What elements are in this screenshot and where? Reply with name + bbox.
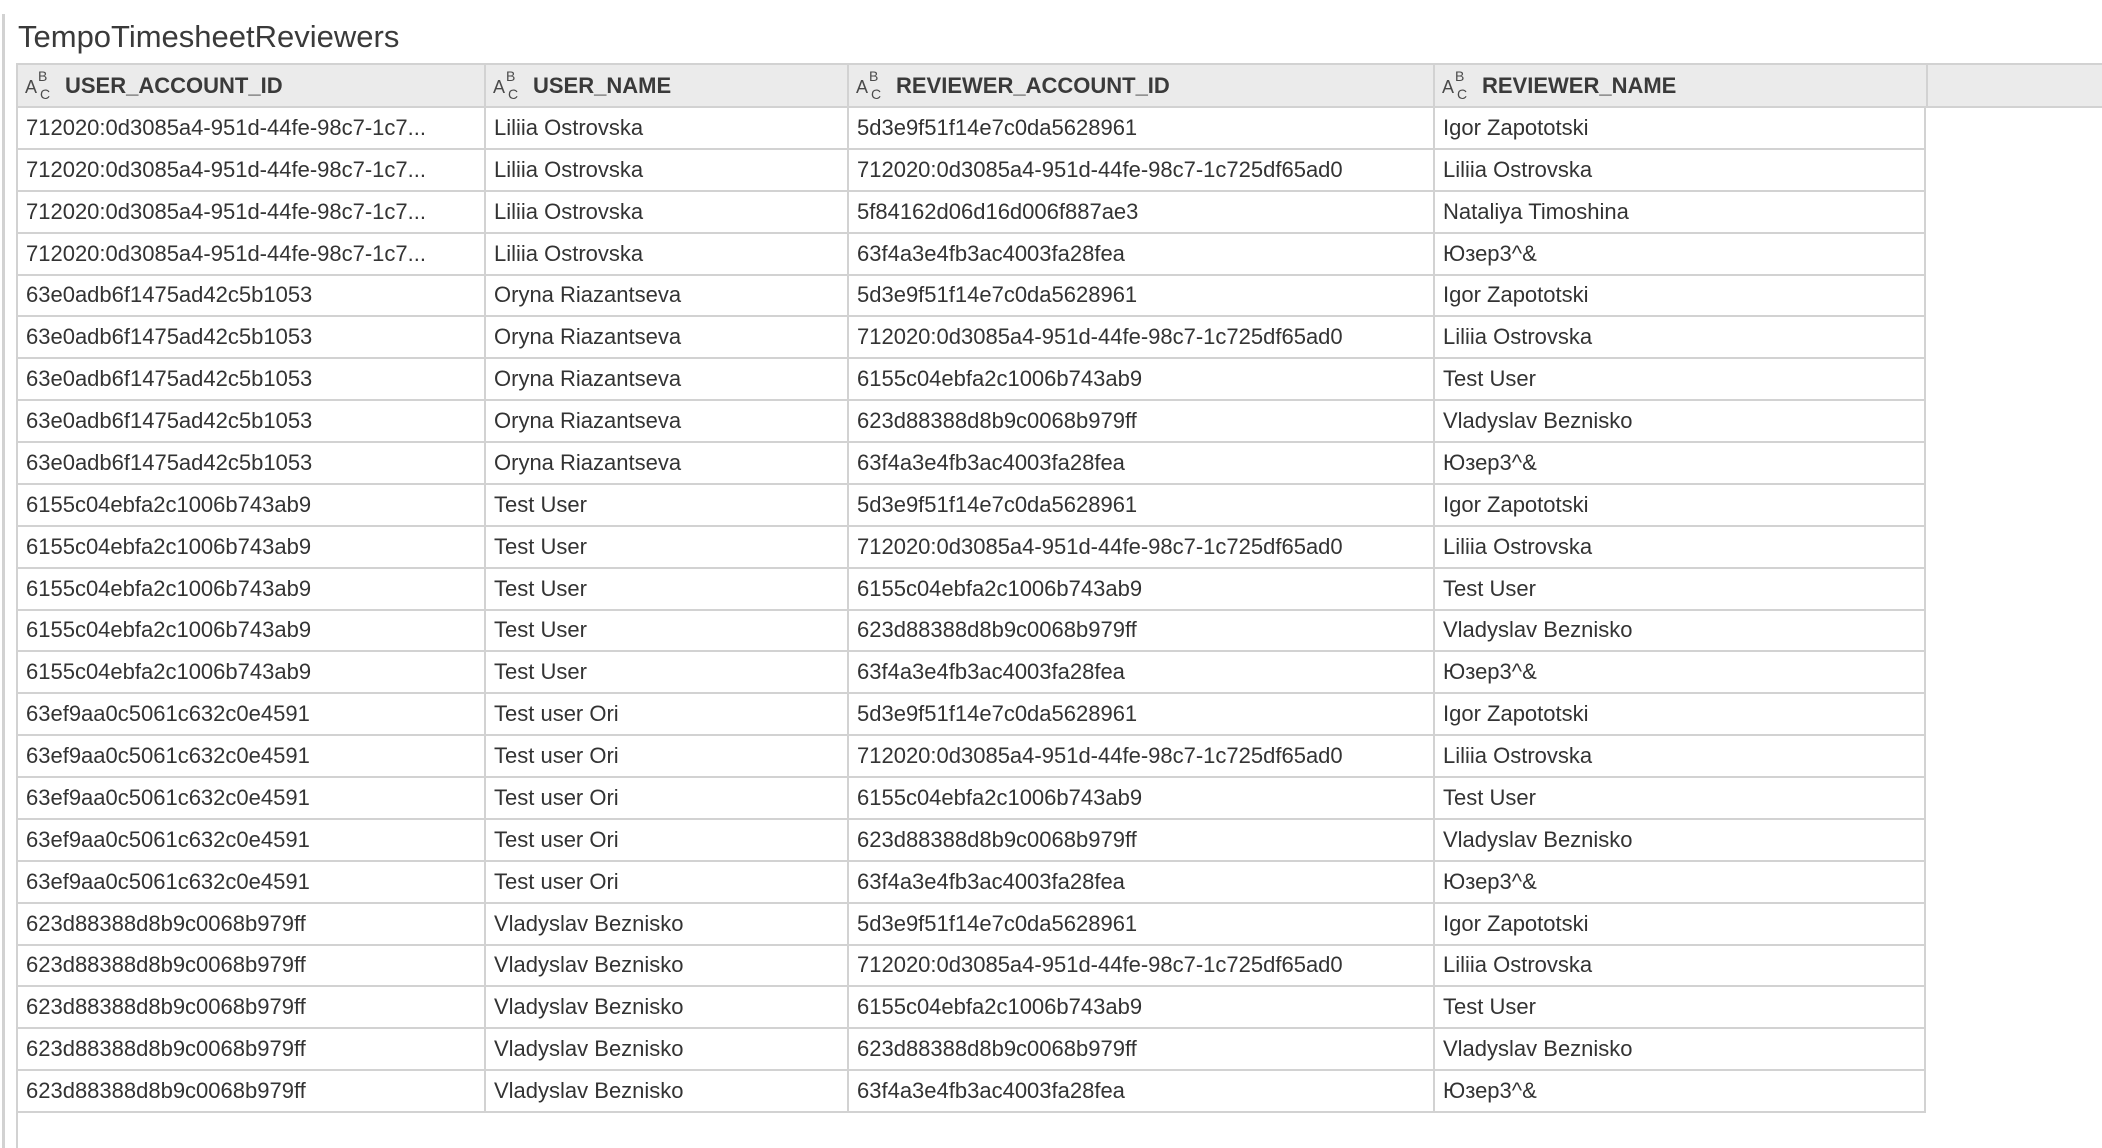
table-row (16, 317, 1926, 359)
data-grid (16, 63, 2102, 1113)
cell-reviewer-name[interactable]: Test User (1433, 569, 1926, 609)
text-type-abc-icon: A B C (25, 67, 51, 102)
table-row (16, 1071, 1926, 1113)
cell-user-name[interactable]: Test user Ori (484, 778, 847, 818)
pane-divider (2, 14, 5, 1148)
text-type-abc-icon: A B C (493, 67, 519, 102)
cell-user-name[interactable]: Vladyslav Beznisko (484, 987, 847, 1027)
cell-user-name[interactable]: Test user Ori (484, 862, 847, 902)
cell-reviewer-name[interactable]: Юзер3^& (1433, 1071, 1926, 1111)
cell-user-name[interactable]: Test user Ori (484, 736, 847, 776)
column-header-label: REVIEWER_ACCOUNT_ID (896, 72, 1170, 98)
table-row (16, 108, 1926, 150)
cell-reviewer-name[interactable]: Igor Zapototski (1433, 694, 1926, 734)
cell-user-name[interactable]: Vladyslav Beznisko (484, 1071, 847, 1111)
cell-reviewer-account-id[interactable]: 6155c04ebfa2c1006b743ab9 (847, 778, 1433, 818)
cell-reviewer-account-id[interactable]: 63f4a3e4fb3ac4003fa28fea (847, 652, 1433, 692)
cell-reviewer-account-id[interactable]: 63f4a3e4fb3ac4003fa28fea (847, 443, 1433, 483)
table-row (16, 778, 1926, 820)
table-row (16, 694, 1926, 736)
cell-reviewer-name[interactable]: Vladyslav Beznisko (1433, 401, 1926, 441)
cell-reviewer-account-id[interactable]: 6155c04ebfa2c1006b743ab9 (847, 359, 1433, 399)
column-header-user-account-id[interactable] (16, 65, 484, 106)
cell-user-name[interactable]: Vladyslav Beznisko (484, 904, 847, 944)
cell-user-account-id[interactable]: 623d88388d8b9c0068b979ff (16, 987, 484, 1027)
cell-reviewer-name[interactable]: Liliia Ostrovska (1433, 946, 1926, 986)
cell-reviewer-name[interactable]: Test User (1433, 359, 1926, 399)
column-header-user-name[interactable] (484, 65, 847, 106)
cell-user-account-id[interactable]: 623d88388d8b9c0068b979ff (16, 1029, 484, 1069)
cell-user-name[interactable]: Test User (484, 569, 847, 609)
cell-user-account-id[interactable]: 623d88388d8b9c0068b979ff (16, 1071, 484, 1111)
column-header-label: REVIEWER_NAME (1482, 72, 1677, 98)
cell-user-name[interactable]: Liliia Ostrovska (484, 108, 847, 148)
cell-reviewer-name[interactable]: Юзер3^& (1433, 652, 1926, 692)
cell-reviewer-name[interactable]: Liliia Ostrovska (1433, 317, 1926, 357)
grid-body (16, 108, 1926, 1113)
cell-user-account-id[interactable]: 6155c04ebfa2c1006b743ab9 (16, 611, 484, 651)
cell-user-name[interactable]: Test User (484, 652, 847, 692)
cell-user-name[interactable]: Liliia Ostrovska (484, 150, 847, 190)
cell-reviewer-account-id[interactable]: 6155c04ebfa2c1006b743ab9 (847, 987, 1433, 1027)
cell-reviewer-name[interactable]: Vladyslav Beznisko (1433, 820, 1926, 860)
cell-reviewer-account-id[interactable]: 5f84162d06d16d006f887ae3 (847, 192, 1433, 232)
cell-user-name[interactable]: Oryna Riazantseva (484, 317, 847, 357)
cell-reviewer-account-id[interactable]: 63f4a3e4fb3ac4003fa28fea (847, 1071, 1433, 1111)
cell-reviewer-name[interactable]: Юзер3^& (1433, 443, 1926, 483)
cell-user-account-id[interactable]: 712020:0d3085a4-951d-44fe-98c7-1c7... (16, 192, 484, 232)
cell-reviewer-account-id[interactable]: 5d3e9f51f14e7c0da5628961 (847, 904, 1433, 944)
cell-user-name[interactable]: Liliia Ostrovska (484, 192, 847, 232)
cell-user-account-id[interactable]: 63e0adb6f1475ad42c5b1053 (16, 317, 484, 357)
cell-reviewer-name[interactable]: Юзер3^& (1433, 234, 1926, 274)
cell-user-name[interactable]: Test User (484, 611, 847, 651)
column-header-reviewer-account-id[interactable] (847, 65, 1433, 106)
cell-reviewer-account-id[interactable]: 623d88388d8b9c0068b979ff (847, 611, 1433, 651)
cell-reviewer-account-id[interactable]: 712020:0d3085a4-951d-44fe-98c7-1c725df65ad0 (847, 527, 1433, 567)
table-row (16, 401, 1926, 443)
cell-user-name[interactable]: Vladyslav Beznisko (484, 1029, 847, 1069)
cell-reviewer-name[interactable]: Vladyslav Beznisko (1433, 1029, 1926, 1069)
table-row (16, 485, 1926, 527)
cell-user-name[interactable]: Oryna Riazantseva (484, 276, 847, 316)
cell-reviewer-name[interactable]: Liliia Ostrovska (1433, 150, 1926, 190)
cell-user-account-id[interactable]: 6155c04ebfa2c1006b743ab9 (16, 569, 484, 609)
table-row (16, 192, 1926, 234)
cell-reviewer-account-id[interactable]: 712020:0d3085a4-951d-44fe-98c7-1c725df65ad0 (847, 946, 1433, 986)
cell-reviewer-account-id[interactable]: 63f4a3e4fb3ac4003fa28fea (847, 234, 1433, 274)
cell-reviewer-account-id[interactable]: 5d3e9f51f14e7c0da5628961 (847, 108, 1433, 148)
cell-user-name[interactable]: Vladyslav Beznisko (484, 946, 847, 986)
cell-reviewer-account-id[interactable]: 6155c04ebfa2c1006b743ab9 (847, 569, 1433, 609)
cell-user-account-id[interactable]: 63ef9aa0c5061c632c0e4591 (16, 736, 484, 776)
cell-user-account-id[interactable]: 63ef9aa0c5061c632c0e4591 (16, 778, 484, 818)
cell-user-account-id[interactable]: 63e0adb6f1475ad42c5b1053 (16, 443, 484, 483)
cell-user-account-id[interactable]: 63ef9aa0c5061c632c0e4591 (16, 820, 484, 860)
cell-user-name[interactable]: Oryna Riazantseva (484, 401, 847, 441)
table-row (16, 987, 1926, 1029)
table-row (16, 862, 1926, 904)
cell-reviewer-name[interactable]: Igor Zapototski (1433, 904, 1926, 944)
cell-reviewer-account-id[interactable]: 63f4a3e4fb3ac4003fa28fea (847, 862, 1433, 902)
cell-reviewer-account-id[interactable]: 623d88388d8b9c0068b979ff (847, 820, 1433, 860)
cell-user-name[interactable]: Test User (484, 485, 847, 525)
cell-reviewer-account-id[interactable]: 623d88388d8b9c0068b979ff (847, 401, 1433, 441)
cell-user-account-id[interactable]: 63e0adb6f1475ad42c5b1053 (16, 359, 484, 399)
cell-user-name[interactable]: Oryna Riazantseva (484, 443, 847, 483)
cell-user-account-id[interactable]: 63e0adb6f1475ad42c5b1053 (16, 276, 484, 316)
table-left-border-stub (16, 1113, 18, 1148)
cell-user-account-id[interactable]: 6155c04ebfa2c1006b743ab9 (16, 527, 484, 567)
cell-reviewer-account-id[interactable]: 5d3e9f51f14e7c0da5628961 (847, 694, 1433, 734)
cell-reviewer-name[interactable]: Igor Zapototski (1433, 276, 1926, 316)
cell-user-account-id[interactable]: 63ef9aa0c5061c632c0e4591 (16, 694, 484, 734)
cell-reviewer-name[interactable]: Igor Zapototski (1433, 108, 1926, 148)
cell-reviewer-account-id[interactable]: 712020:0d3085a4-951d-44fe-98c7-1c725df65ad0 (847, 317, 1433, 357)
column-header-label: USER_ACCOUNT_ID (65, 72, 283, 98)
cell-user-account-id[interactable]: 712020:0d3085a4-951d-44fe-98c7-1c7... (16, 150, 484, 190)
cell-user-name[interactable]: Test user Ori (484, 820, 847, 860)
cell-reviewer-account-id[interactable]: 623d88388d8b9c0068b979ff (847, 1029, 1433, 1069)
column-header-reviewer-name[interactable] (1433, 65, 1926, 106)
table-row (16, 234, 1926, 276)
table-row (16, 652, 1926, 694)
table-row (16, 820, 1926, 862)
table-row (16, 276, 1926, 318)
cell-user-name[interactable]: Test User (484, 527, 847, 567)
table-row (16, 946, 1926, 988)
page-title: TempoTimesheetReviewers (18, 19, 400, 54)
cell-reviewer-name[interactable]: Test User (1433, 778, 1926, 818)
header-filler-cell (1926, 65, 2102, 106)
table-row (16, 443, 1926, 485)
text-type-abc-icon: A B C (1442, 67, 1468, 102)
cell-reviewer-name[interactable]: Nataliya Timoshina (1433, 192, 1926, 232)
cell-reviewer-name[interactable]: Vladyslav Beznisko (1433, 611, 1926, 651)
table-row (16, 569, 1926, 611)
cell-user-name[interactable]: Test user Ori (484, 694, 847, 734)
cell-user-name[interactable]: Liliia Ostrovska (484, 234, 847, 274)
table-row (16, 611, 1926, 653)
cell-reviewer-name[interactable]: Igor Zapototski (1433, 485, 1926, 525)
cell-user-account-id[interactable]: 6155c04ebfa2c1006b743ab9 (16, 485, 484, 525)
table-row (16, 359, 1926, 401)
table-row (16, 150, 1926, 192)
cell-user-account-id[interactable]: 712020:0d3085a4-951d-44fe-98c7-1c7... (16, 108, 484, 148)
cell-reviewer-account-id[interactable]: 5d3e9f51f14e7c0da5628961 (847, 276, 1433, 316)
table-row (16, 904, 1926, 946)
cell-reviewer-account-id[interactable]: 712020:0d3085a4-951d-44fe-98c7-1c725df65ad0 (847, 150, 1433, 190)
cell-reviewer-account-id[interactable]: 5d3e9f51f14e7c0da5628961 (847, 485, 1433, 525)
cell-user-account-id[interactable]: 63e0adb6f1475ad42c5b1053 (16, 401, 484, 441)
cell-user-account-id[interactable]: 623d88388d8b9c0068b979ff (16, 946, 484, 986)
column-header-label: USER_NAME (533, 72, 672, 98)
cell-reviewer-account-id[interactable]: 712020:0d3085a4-951d-44fe-98c7-1c725df65ad0 (847, 736, 1433, 776)
cell-reviewer-name[interactable]: Liliia Ostrovska (1433, 527, 1926, 567)
cell-reviewer-name[interactable]: Юзер3^& (1433, 862, 1926, 902)
cell-reviewer-name[interactable]: Liliia Ostrovska (1433, 736, 1926, 776)
grid-header-row (16, 63, 2102, 108)
table-row (16, 736, 1926, 778)
cell-user-name[interactable]: Oryna Riazantseva (484, 359, 847, 399)
table-row (16, 1029, 1926, 1071)
cell-user-account-id[interactable]: 6155c04ebfa2c1006b743ab9 (16, 652, 484, 692)
cell-user-account-id[interactable]: 712020:0d3085a4-951d-44fe-98c7-1c7... (16, 234, 484, 274)
cell-user-account-id[interactable]: 623d88388d8b9c0068b979ff (16, 904, 484, 944)
text-type-abc-icon: A B C (856, 67, 882, 102)
cell-reviewer-name[interactable]: Test User (1433, 987, 1926, 1027)
table-row (16, 527, 1926, 569)
cell-user-account-id[interactable]: 63ef9aa0c5061c632c0e4591 (16, 862, 484, 902)
